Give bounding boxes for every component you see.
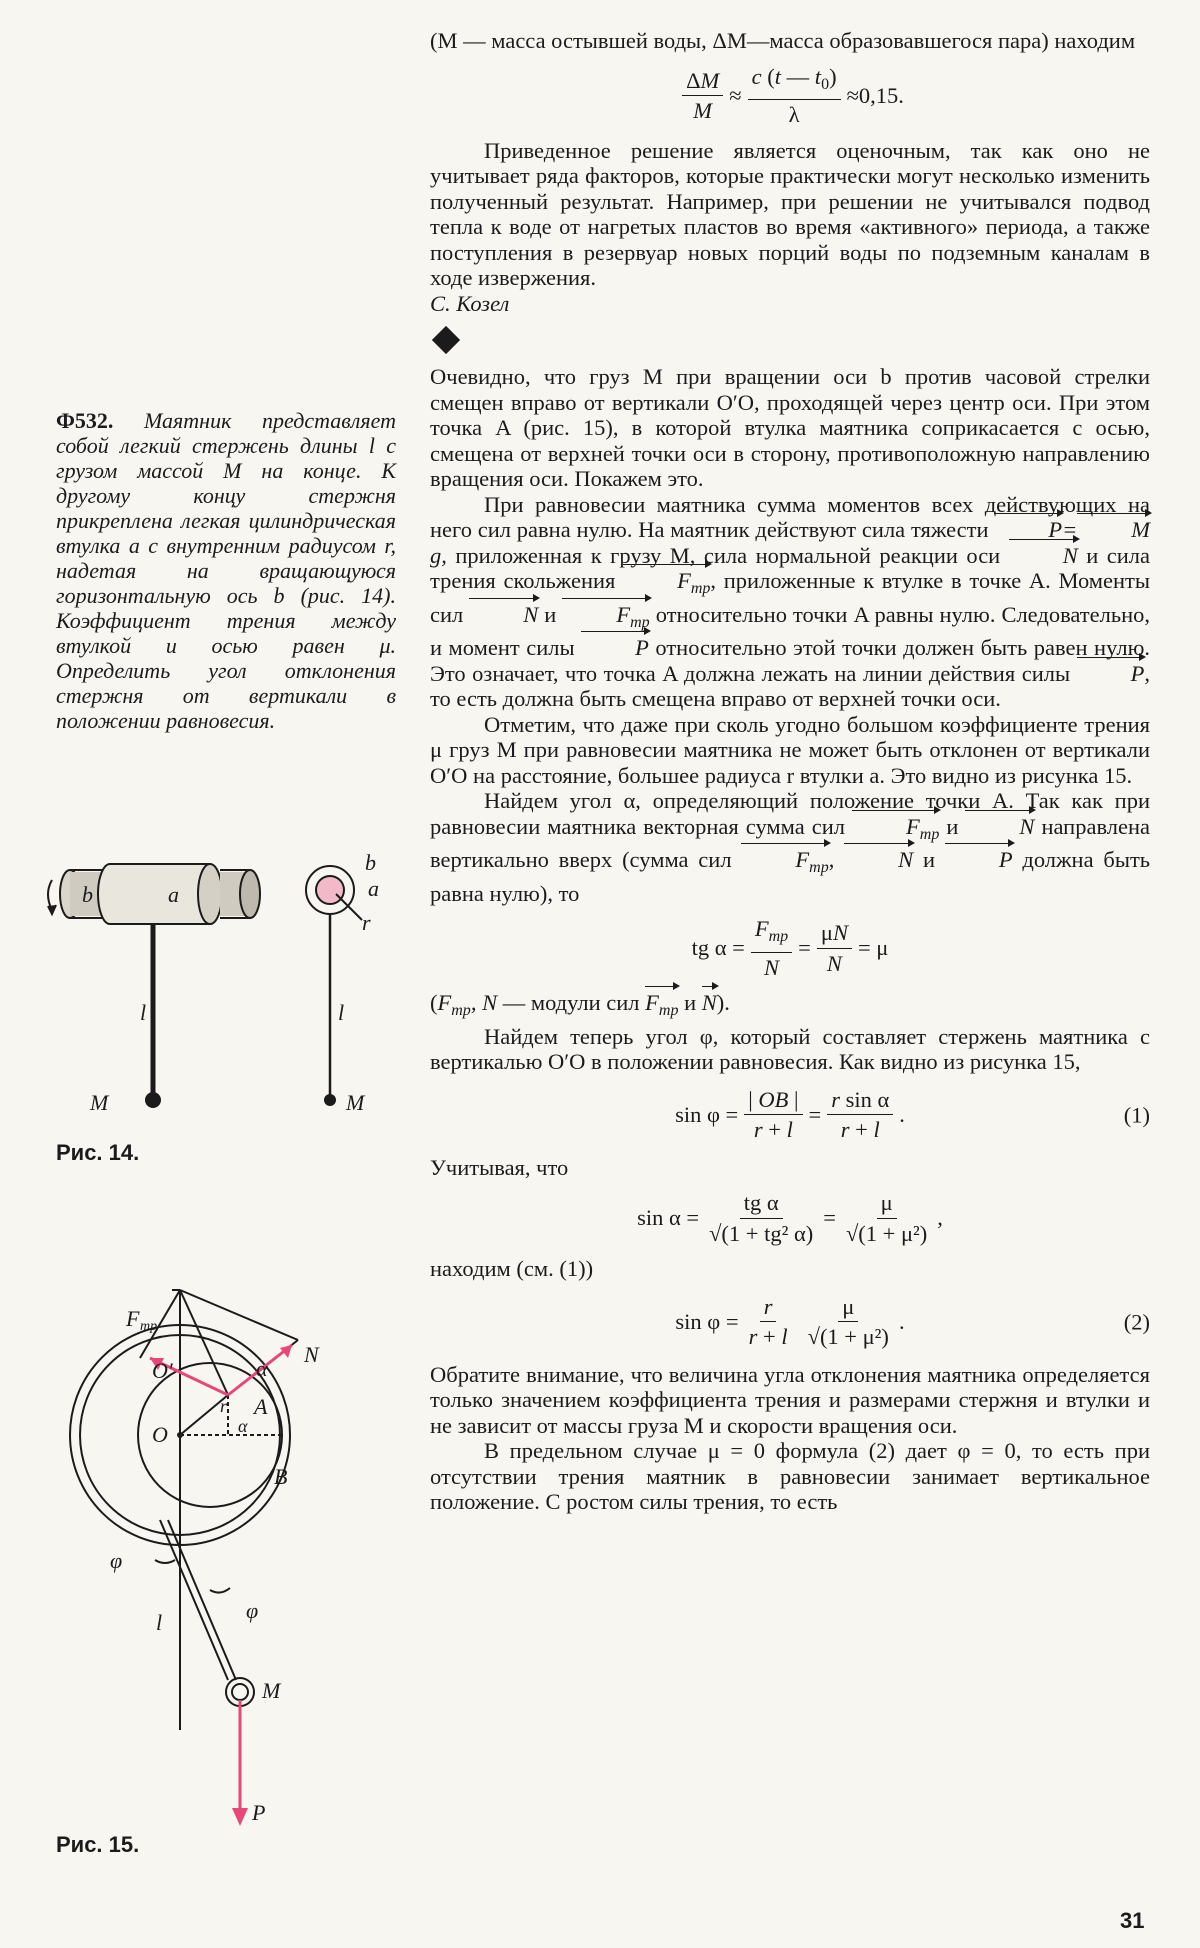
svg-text:A: A <box>254 1394 268 1419</box>
estimate-paragraph: Приведенное решение является оценочным, так как оно не учитывает ряда факторов, которые практически могут несколько изменить полученный результат. Например, при решении не учитывался подвод тепла к воде от нагретых пластов во время «активного» периода, а также поступления в резервуар новых порций воды по подземным каналам в ходе извержения. <box>430 137 1150 290</box>
figure-14-caption: Рис. 14. <box>56 1140 140 1165</box>
svg-text:b: b <box>82 882 93 907</box>
solution-p1: Очевидно, что груз M при вращении оси b против часовой стрелки смещен вправо от вертикали O′O, проходящей через центр оси. При этом точка A (рис. 15), в которой втулка маятника соприкасается с осью, смещена от верхней точки оси в сторону, противоположную направлению вращения оси. Покажем это. <box>430 364 1150 491</box>
problem-statement <box>56 408 396 733</box>
solution-p4: Найдем угол α, определяющий положение точки A. Так как при равновесии маятника векторная сумма сил $F_{тр}$ и N направлена вертикально вверх (сумма сил $F_{тр}$, N и P должна быть равна нулю), то <box>430 788 1151 906</box>
formula-sin-alpha: sin α = $\frac{\text{tg α}}{\text{√(1 + tg² α)}}$ = $\frac{\mu}{\text{√(1 + μ²)}}$ , <box>637 1190 943 1246</box>
svg-text:φ: φ <box>246 1598 259 1623</box>
svg-text:M: M <box>262 1678 281 1703</box>
problem-number: Ф532. <box>56 408 114 433</box>
svg-text:α: α <box>256 1356 268 1381</box>
formula-tg-alpha: tg α = $\frac{F_{тр}}{N}$ = $\frac{\mu N}{N}$ = μ <box>691 916 889 980</box>
solution-p3: Отметим, что даже при сколь угодно большом коэффициенте трения μ груз M при равновесии маятника не может быть отклонен от вертикали O′O на расстояние, большее радиуса r втулки a. Это видно из рисунка 15. <box>430 711 1150 788</box>
figure-14 <box>40 850 410 1120</box>
equation-2: sin φ = $\frac{r}{r + l}$ $\frac{\mu}{\text{√(1 + μ²)}}$ . (2) <box>675 1293 1150 1349</box>
find-text: находим (см. (1)) <box>430 1256 594 1281</box>
solution-p5: Найдем теперь угол φ, который составляет стержень маятника с вертикалью O′O в положении равновесия. Как видно из рисунка 15, <box>430 1023 1150 1074</box>
intro-text: (M — масса остывшей воды, ΔM—масса образовавшегося пара) находим <box>430 28 1136 53</box>
svg-text:α: α <box>238 1416 248 1436</box>
svg-text:B: B <box>274 1464 288 1489</box>
svg-text:l: l <box>140 1000 147 1025</box>
equation-1: sin φ = $\frac{| OB |}{r + l}$ = $\frac{\text{r sin α}}{r + l}$ . (1) <box>675 1086 1150 1142</box>
svg-text:M: M <box>90 1090 109 1115</box>
svg-text:r: r <box>220 1396 228 1416</box>
svg-text:O′: O′ <box>152 1358 173 1383</box>
solution-p2: При равновесии маятника сумма моментов всех действующих на него сил равна нулю. На маятник действуют сила тяжести P= Mg, приложенная к грузу M, сила нормальной реакции оси N и сила трения скольжения $F_{тр}$, приложенные к втулке в точке A. Моменты сил N и $F_{тр}$ относительно точки A равны нулю. Следовательно, и момент силы P относительно этой точки должен быть равен нулю. Это означает, что точка A должна лежать на линии действия силы P, то есть должна быть смещена вправо от верхней точки оси. <box>430 491 1151 711</box>
svg-text:M: M <box>346 1090 365 1115</box>
figure-15-caption: Рис. 15. <box>56 1832 140 1857</box>
svg-text:O: O <box>152 1422 168 1447</box>
author-signature: С. Козел <box>430 290 510 316</box>
page-number: 31 <box>1120 1908 1145 1933</box>
problem-text: Маятник представляет собой легкий стержень длины l с грузом массой M на конце. К другому концу стержня прикреплена легкая цилиндрическая втулка a с внутренним радиусом r, надетая на вращающуюся горизонтальную ось b (рис. 14). Коэффициент трения между втулкой и осью равен μ. Определить угол отклонения стержня от вертикали в положении равновесия. <box>56 408 396 733</box>
svg-text:a: a <box>168 882 179 907</box>
solution-p6: Обратите внимание, что величина угла отклонения маятника определяется только значением коэффициента трения и размерами стержня и втулки и не зависит от массы груза M и скорости вращения оси. <box>430 1361 1150 1438</box>
svg-text:P: P <box>252 1800 266 1825</box>
moduli-line: ($F_{тр}$, N — модули сил $F_{тр}$ и N). <box>430 990 1150 1024</box>
svg-text:N: N <box>304 1342 319 1367</box>
svg-text:l: l <box>156 1610 163 1635</box>
main-column <box>430 28 1150 1515</box>
formula-mass-ratio: $\frac{\Delta M}{M}$ ≈ $\frac{c (t — t_0)}{\lambda}$ ≈0,15. <box>430 64 1150 128</box>
svg-text:l: l <box>338 1000 345 1025</box>
solution-p7: В предельном случае μ = 0 формула (2) дает φ = 0, то есть при отсутствии трения маятник в равновесии занимает вертикальное положение. С ростом силы трения, то есть <box>430 1438 1150 1514</box>
svg-text:b: b <box>365 850 376 875</box>
solution-marker-icon <box>432 326 460 354</box>
svg-text:φ: φ <box>110 1548 123 1573</box>
svg-text:F: F <box>126 1306 140 1331</box>
svg-text:a: a <box>368 876 379 901</box>
formula-result: ≈0,15. <box>846 82 904 108</box>
svg-text:r: r <box>362 910 371 935</box>
figure-15 <box>60 1260 390 1840</box>
svg-text:тр: тр <box>140 1319 158 1334</box>
given-text: Учитывая, что <box>430 1154 569 1180</box>
